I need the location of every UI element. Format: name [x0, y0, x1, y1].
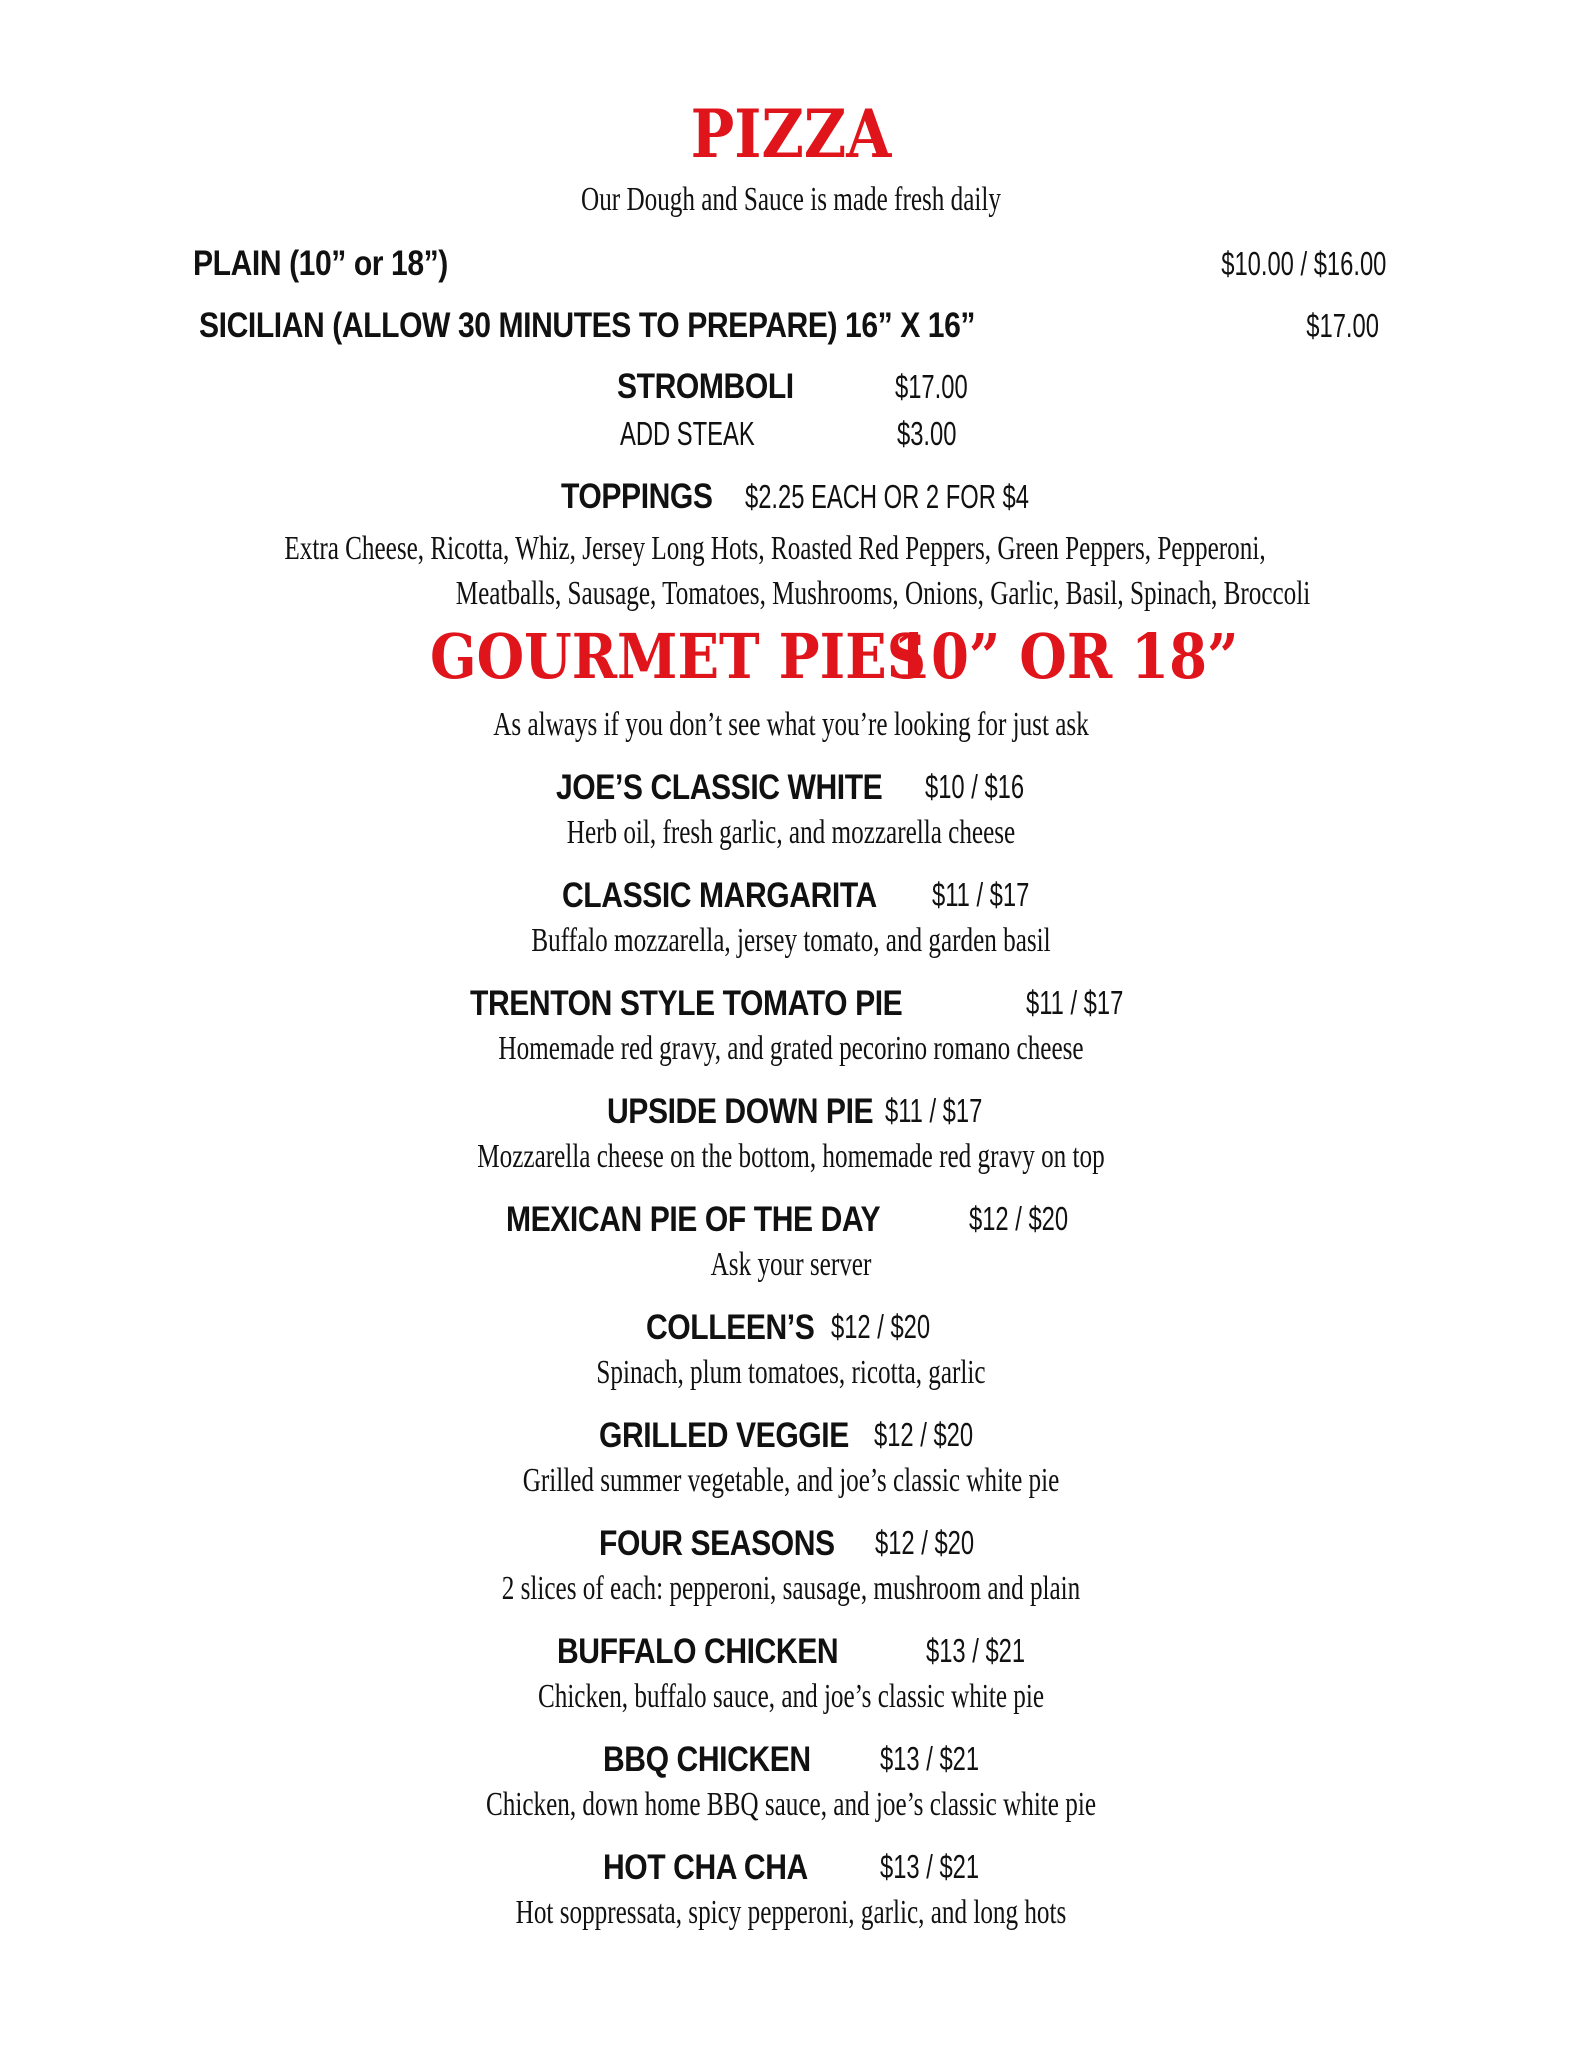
pie-desc: Buffalo mozzarella, jersey tomato, and garden basil [531, 922, 1051, 959]
pie-name: CLASSIC MARGARITA [562, 876, 877, 915]
pie-price: $11 / $17 [1026, 984, 1124, 1021]
pie-desc: Ask your server [710, 1246, 872, 1283]
page-title: PIZZA [690, 95, 892, 173]
toppings-label: TOPPINGS [561, 477, 713, 516]
item-price-plain: $10.00 / $16.00 [1220, 245, 1386, 282]
item-price-stromboli: $17.00 [895, 368, 968, 405]
gourmet-title: GOURMET PIES [430, 620, 927, 693]
pie-name: BUFFALO CHICKEN [557, 1632, 839, 1671]
gourmet-subtitle: As always if you don’t see what you’re looking for just ask [493, 706, 1089, 743]
pie-name: MEXICAN PIE OF THE DAY [506, 1200, 881, 1239]
pie-price: $13 / $21 [926, 1632, 1026, 1669]
pie-price: $11 / $17 [932, 876, 1030, 913]
pie-price: $13 / $21 [880, 1740, 980, 1777]
pie-name: HOT CHA CHA [603, 1848, 808, 1887]
item-price-sicilian: $17.00 [1306, 307, 1379, 344]
pie-desc: 2 slices of each: pepperoni, sausage, mushroom and plain [501, 1570, 1081, 1607]
item-name-add-steak: ADD STEAK [620, 415, 755, 452]
pie-price: $11 / $17 [885, 1092, 983, 1129]
pie-name: BBQ CHICKEN [603, 1740, 811, 1779]
pie-name: COLLEEN’S [646, 1308, 815, 1347]
pie-name: JOE’S CLASSIC WHITE [556, 768, 883, 807]
gourmet-sizes: 10” OR 18” [893, 620, 1239, 693]
pie-desc: Mozzarella cheese on the bottom, homemade red gravy on top [477, 1138, 1105, 1175]
pie-price: $12 / $20 [875, 1524, 975, 1561]
pie-name: UPSIDE DOWN PIE [607, 1092, 874, 1131]
pie-desc: Herb oil, fresh garlic, and mozzarella cheese [566, 814, 1016, 851]
toppings-list-line-2: Meatballs, Sausage, Tomatoes, Mushrooms, Onions, Garlic, Basil, Spinach, Broccoli [455, 575, 1311, 612]
pie-name: TRENTON STYLE TOMATO PIE [470, 984, 903, 1023]
pie-desc: Spinach, plum tomatoes, ricotta, garlic [596, 1354, 986, 1391]
item-name-sicilian: SICILIAN (ALLOW 30 MINUTES TO PREPARE) 16” X 16” [199, 306, 976, 345]
pie-desc: Homemade red gravy, and grated pecorino romano cheese [498, 1030, 1084, 1067]
pie-price: $10 / $16 [925, 768, 1025, 805]
item-price-add-steak: $3.00 [897, 415, 957, 452]
pie-price: $13 / $21 [880, 1848, 980, 1885]
pie-price: $12 / $20 [969, 1200, 1069, 1237]
pie-desc: Grilled summer vegetable, and joe’s classic white pie [522, 1462, 1060, 1499]
item-name-stromboli: STROMBOLI [617, 367, 794, 406]
item-name-plain: PLAIN (10” or 18”) [193, 244, 448, 283]
pie-desc: Chicken, down home BBQ sauce, and joe’s classic white pie [485, 1786, 1096, 1823]
pie-name: FOUR SEASONS [599, 1524, 835, 1563]
pie-name: GRILLED VEGGIE [599, 1416, 849, 1455]
toppings-price: $2.25 EACH OR 2 FOR $4 [745, 478, 1029, 515]
toppings-list-line-1: Extra Cheese, Ricotta, Whiz, Jersey Long Hots, Roasted Red Peppers, Green Peppers, Pepperoni, [284, 530, 1266, 567]
pie-desc: Hot soppressata, spicy pepperoni, garlic, and long hots [515, 1894, 1067, 1931]
pie-price: $12 / $20 [874, 1416, 974, 1453]
pie-price: $12 / $20 [831, 1308, 931, 1345]
page-subtitle: Our Dough and Sauce is made fresh daily [581, 181, 1001, 218]
pie-desc: Chicken, buffalo sauce, and joe’s classic white pie [537, 1678, 1045, 1715]
